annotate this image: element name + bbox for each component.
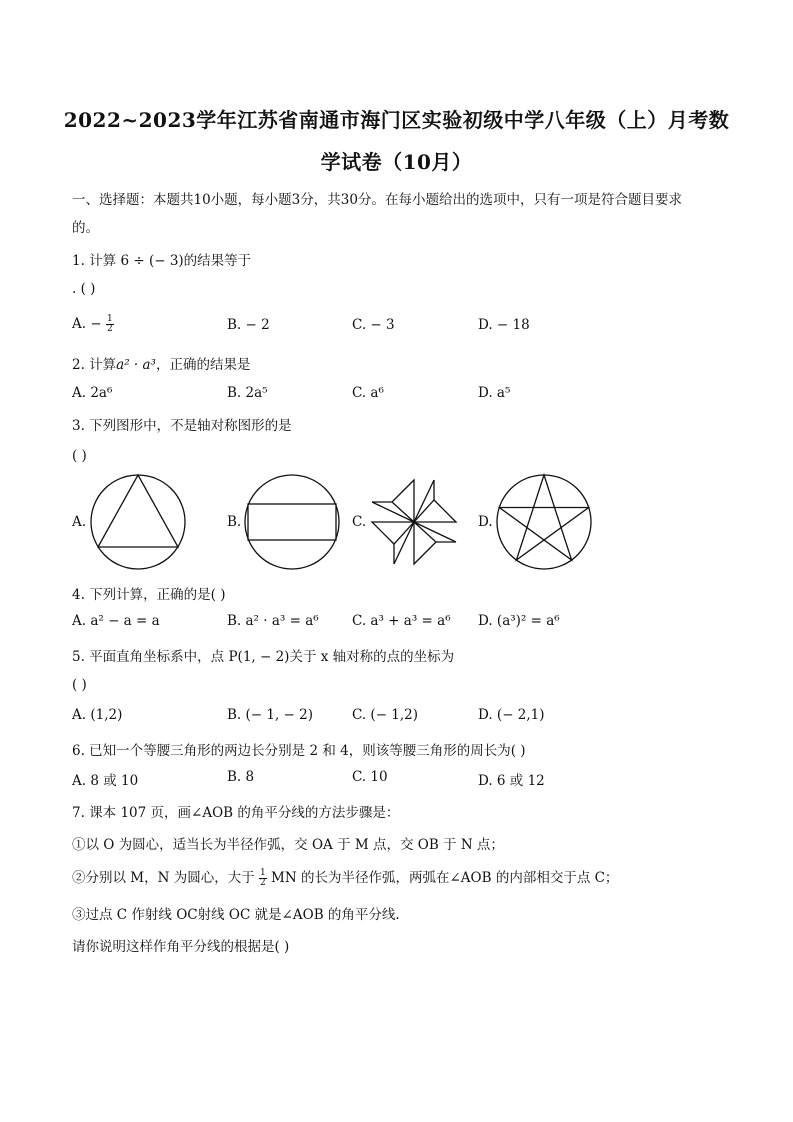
stem-expression: a² · a³ [116,357,156,373]
question-7-stem: 7. 课本 107 页，画∠AOB 的角平分线的方法步骤是： [72,805,400,821]
question-6-stem: 6. 已知一个等腰三角形的两边长分别是 2 和 4，则该等腰三角形的周长为( ) [72,743,526,759]
question-3-option-c-label: C. [352,514,367,530]
question-3-paren: ( ) [72,448,87,464]
section-heading: 一、选择题：本题共10小题，每小题3分，共30分。在每小题给出的选项中，只有一项是符合题目要求 [72,192,682,208]
question-2-stem [72,353,250,373]
question-2-option-c: C. a⁶ [352,385,384,401]
question-5-option-c: C. (− 1,2) [352,707,419,723]
question-7-step-2 [72,866,618,888]
question-5-stem: 5. 平面直角坐标系中，点 P(1, − 2)关于 x 轴对称的点的坐标为 [72,649,455,665]
circle-triangle-figure [88,472,188,572]
option-a-prefix: A. − [72,316,102,332]
question-6-option-a: A. 8 或 10 [72,773,139,789]
step-2-prefix: ②分别以 M，N 为圆心，大于 [72,870,255,886]
question-5-paren: ( ) [72,677,87,693]
question-4-stem: 4. 下列计算，正确的是( ) [72,587,226,603]
circle-rectangle-figure [242,472,342,572]
fraction-numerator: 1 [106,314,113,324]
question-1-option-c: C. − 3 [352,317,395,333]
fraction-numerator: 1 [260,868,266,878]
circle-star-figure [494,472,594,572]
question-1-stem: 1. 计算 6 ÷ (− 3)的结果等于 [72,253,252,269]
question-7-ask: 请你说明这样作角平分线的根据是( ) [72,939,290,955]
question-4-option-a: A. a² − a = a [72,613,160,629]
question-5-option-d: D. (− 2,1) [478,707,545,723]
question-3-stem: 3. 下列图形中，不是轴对称图形的是 [72,418,292,434]
question-2-option-b: B. 2a⁵ [227,385,268,401]
question-6-option-c: C. 10 [352,769,388,785]
question-1-option-d: D. − 18 [478,317,530,333]
question-6-option-d: D. 6 或 12 [478,773,545,789]
question-2-option-d: D. a⁵ [478,385,511,401]
question-1-paren: . ( ) [72,281,96,297]
question-2-option-a: A. 2a⁶ [72,385,113,401]
question-5-option-a: A. (1,2) [72,707,123,723]
question-3-option-a-label: A. [72,514,87,530]
question-6-option-b: B. 8 [227,769,255,785]
page-title-line-1: 2022~2023学年江苏省南通市海门区实验初级中学八年级（上）月考数 [63,108,730,132]
question-7-step-1: ①以 O 为圆心，适当长为半径作弧，交 OA 于 M 点，交 OB 于 N 点； [72,837,504,853]
question-1-option-b: B. − 2 [227,317,270,333]
question-4-option-d: D. (a³)² = a⁶ [478,613,560,629]
question-3-option-d-label: D. [478,514,493,530]
fraction [259,869,267,888]
question-4-option-c: C. a³ + a³ = a⁶ [352,613,451,629]
fraction-denominator: 2 [106,324,113,334]
question-7-step-3: ③过点 C 作射线 OC射线 OC 就是∠AOB 的角平分线. [72,907,400,923]
pinwheel-figure [368,472,460,572]
fraction [106,315,114,334]
question-1-option-a [72,315,114,334]
question-3-option-b-label: B. [227,514,242,530]
question-5-option-b: B. (− 1, − 2) [227,707,314,723]
page-title-line-2: 学试卷（10月） [320,150,473,174]
stem-suffix: ，正确的结果是 [155,357,251,373]
question-4-option-b: B. a² · a³ = a⁶ [227,613,319,629]
fraction-denominator: 2 [260,878,266,888]
stem-prefix: 2. 计算 [72,357,117,373]
section-heading-cont: 的。 [72,220,99,236]
step-2-suffix: MN 的长为半径作弧，两弧在∠AOB 的内部相交于点 C； [271,870,619,886]
